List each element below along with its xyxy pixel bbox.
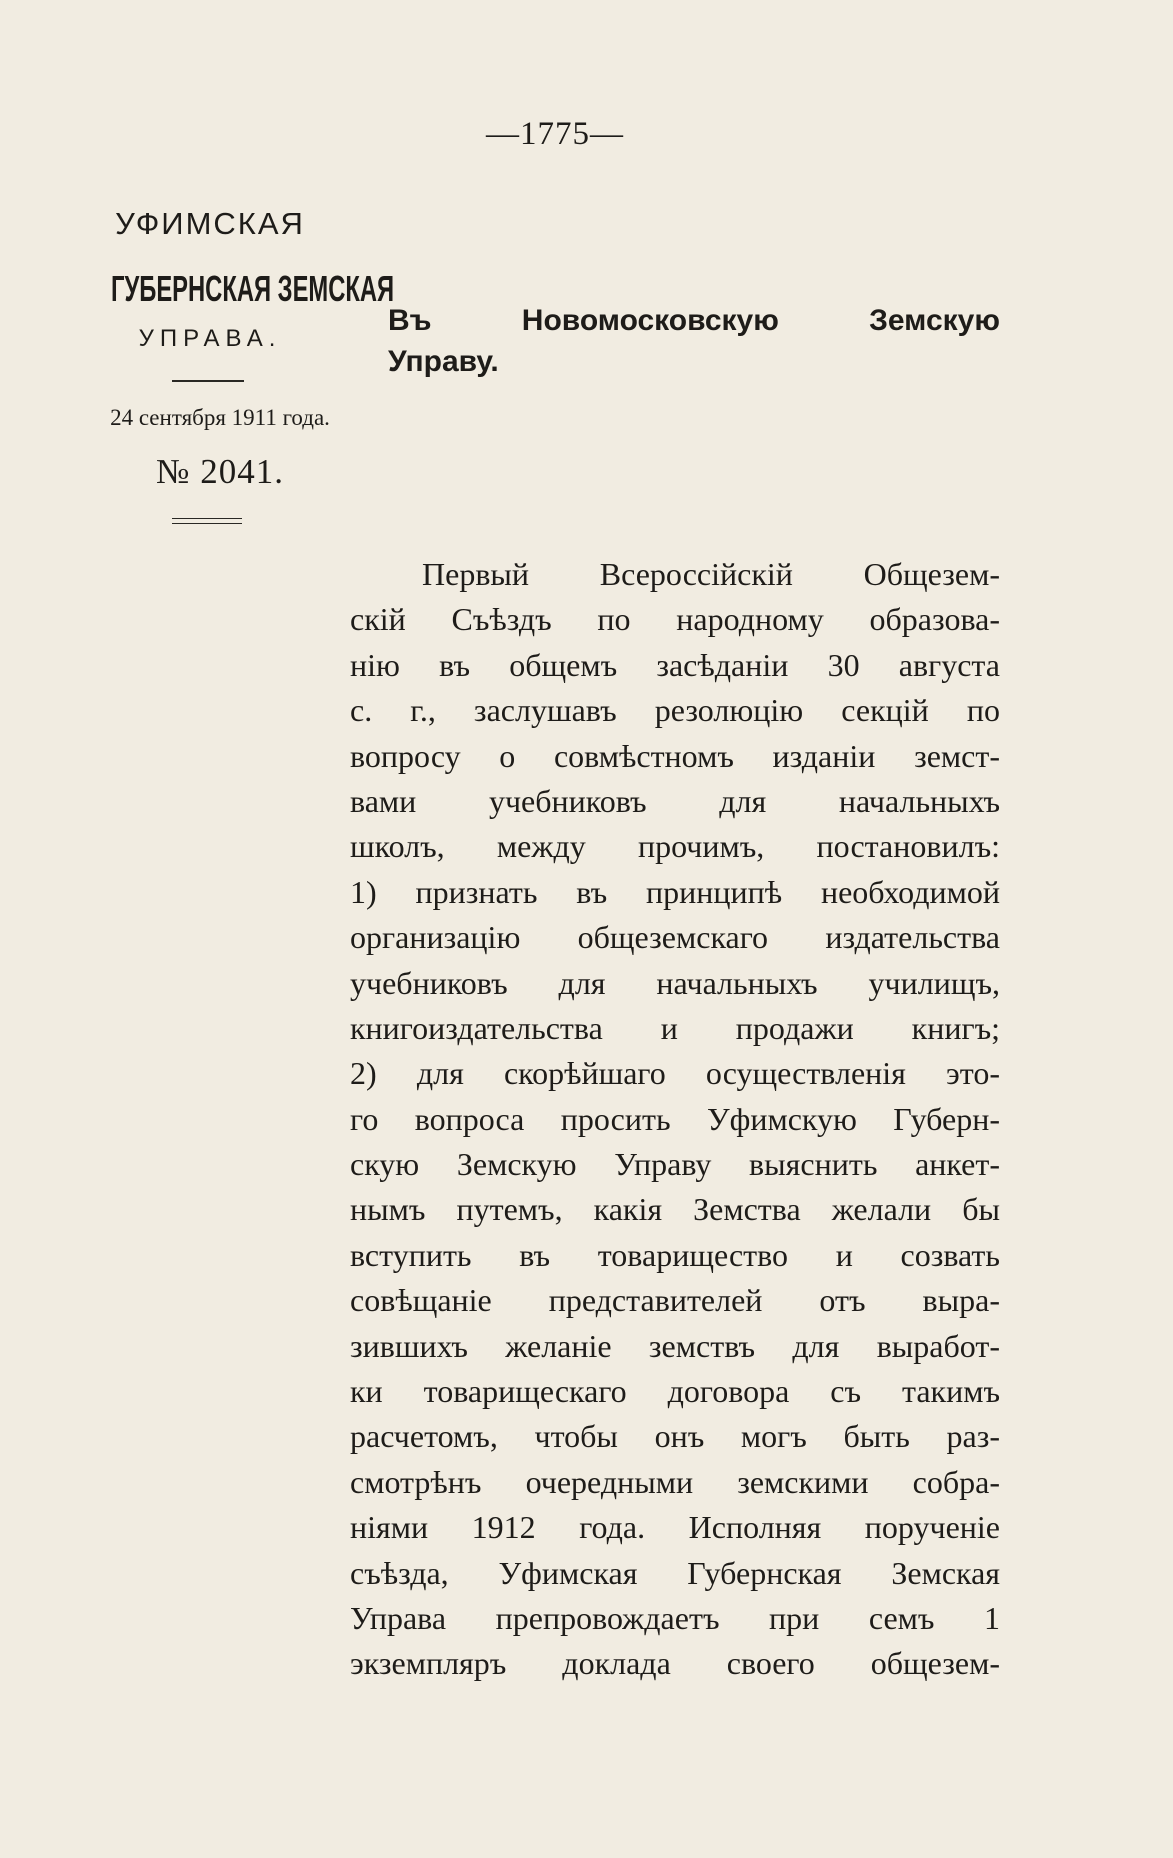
body-line: скій Съѣздъ по народному образова- [350, 601, 1000, 638]
body-line: расчетомъ, чтобы онъ могъ быть раз- [350, 1418, 1000, 1455]
body-line: скую Земскую Управу выяснить анкет- [350, 1146, 1000, 1183]
sender-line-2: ГУБЕРНСКАЯ ЗЕМСКАЯ [110, 268, 395, 309]
body-line: съѣзда, Уфимская Губернская Земская [350, 1554, 1000, 1591]
body-line: вступить въ товарищество и созвать [350, 1236, 1000, 1273]
body-line: Управа препровождаетъ при семъ 1 [350, 1599, 1000, 1636]
body-line: Первый Всероссійскій Общезем- [422, 556, 1000, 592]
addressee-line-2: Управу. [388, 345, 499, 378]
document-date: 24 сентября 1911 года. [110, 405, 330, 430]
double-divider [172, 518, 242, 524]
sender-line-1: УФИМСКАЯ [115, 206, 305, 241]
body-line: книгоиздательства и продажи книгъ; [350, 1009, 1000, 1046]
body-line: го вопроса просить Уфимскую Губерн- [350, 1100, 1000, 1137]
body-line: 2) для скорѣйшаго осуществленія это- [350, 1055, 1000, 1092]
body-line: зившихъ желаніе земствъ для выработ- [350, 1327, 1000, 1364]
page-number: —1775— [486, 116, 624, 152]
body-line: ки товарищескаго договора съ такимъ [350, 1373, 1000, 1410]
body-line: ніями 1912 года. Исполняя порученіе [350, 1509, 1000, 1546]
addressee [388, 300, 1000, 382]
body-line: школъ, между прочимъ, постановилъ: [350, 828, 1000, 865]
body-line: нымъ путемъ, какія Земства желали бы [350, 1191, 1000, 1228]
body-line: смотрѣнъ очередными земскими собра- [350, 1463, 1000, 1500]
short-divider [172, 380, 244, 382]
document-number: № 2041. [156, 452, 284, 491]
body-line: вопросу о совмѣстномъ изданіи земст- [350, 737, 1000, 774]
body-line: учебниковъ для начальныхъ училищъ, [350, 964, 1000, 1001]
body-line: совѣщаніе представителей отъ выра- [350, 1282, 1000, 1319]
sender-line-3: УПРАВА. [138, 325, 282, 352]
body-line: вами учебниковъ для начальныхъ [350, 782, 1000, 819]
body-line: нію въ общемъ засѣданіи 30 августа [350, 646, 1000, 683]
body-line: организацію общеземскаго издательства [350, 919, 1000, 956]
addressee-line-1: Въ Новомосковскую Земскую [388, 304, 1000, 337]
body-line: экземпляръ доклада своего общезем- [350, 1645, 1000, 1682]
body-line: 1) признать въ принципѣ необходимой [350, 873, 1000, 910]
body-line: с. г., заслушавъ резолюцію секцій по [350, 692, 1000, 729]
body-text [350, 552, 1000, 1687]
